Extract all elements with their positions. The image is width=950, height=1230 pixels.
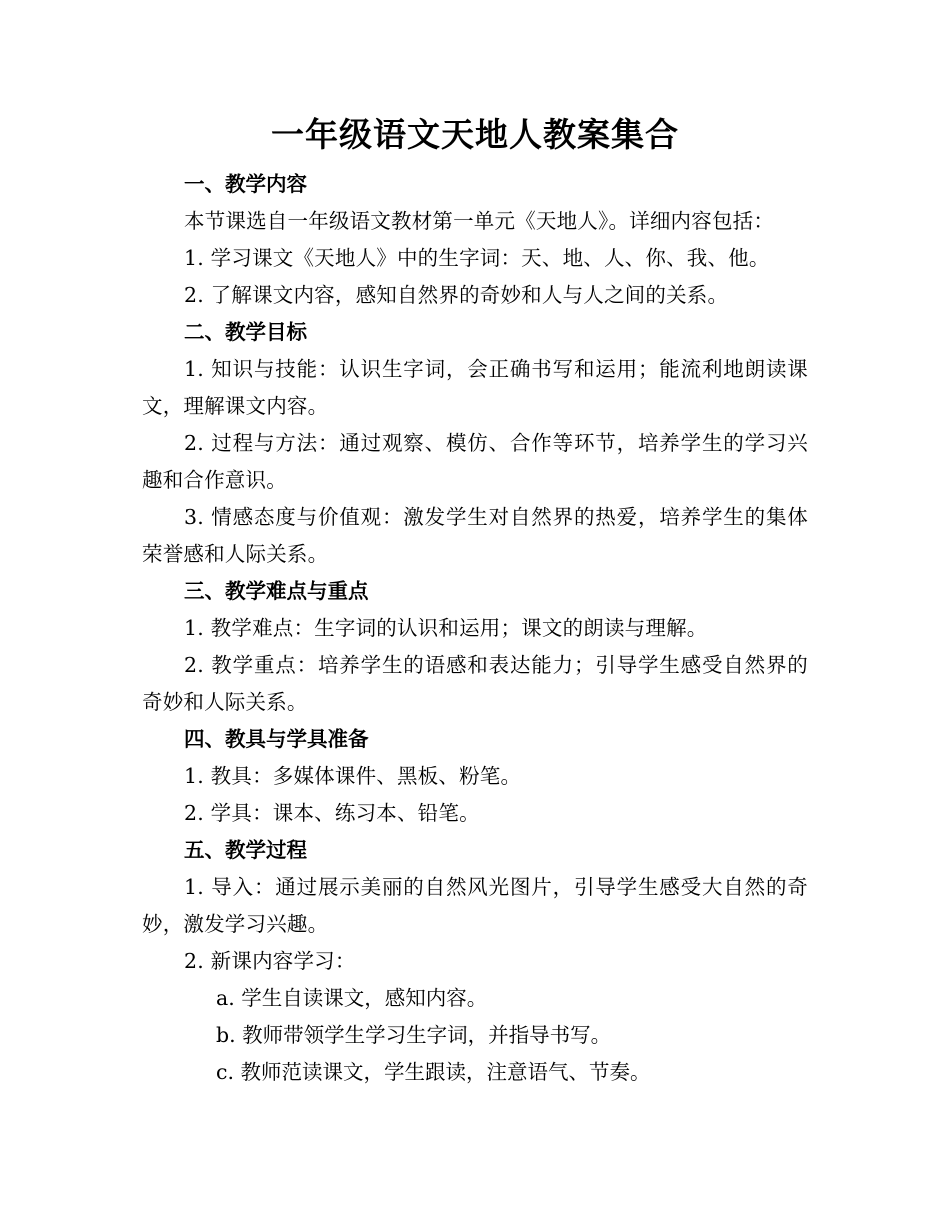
section-heading: 五、教学过程 (184, 838, 307, 862)
list-item: 2. 过程与方法：通过观察、模仿、合作等环节，培养学生的学习兴趣和合作意识。 (142, 431, 808, 492)
sub-list-item: c. 教师范读课文，学生跟读，注意语气、节奏。 (216, 1060, 651, 1084)
document-body (142, 166, 808, 1091)
list-item: 1. 教学难点：生字词的认识和运用；课文的朗读与理解。 (184, 616, 708, 640)
list-item: 2. 了解课文内容，感知自然界的奇妙和人与人之间的关系。 (184, 283, 729, 307)
sub-list-item: a. 学生自读课文，感知内容。 (216, 986, 488, 1010)
section-heading: 三、教学难点与重点 (184, 579, 369, 603)
list-item: 3. 情感态度与价值观：激发学生对自然界的热爱，培养学生的集体荣誉感和人际关系。 (142, 505, 808, 566)
document-title: 一年级语文天地人教案集合 (271, 115, 679, 154)
sub-list-item: b. 教师带领学生学习生字词，并指导书写。 (216, 1023, 612, 1047)
list-item: 2. 学具：课本、练习本、铅笔。 (184, 801, 480, 825)
paragraph: 本节课选自一年级语文教材第一单元《天地人》。详细内容包括： (184, 209, 775, 233)
list-item: 1. 学习课文《天地人》中的生字词：天、地、人、你、我、他。 (184, 246, 770, 270)
section-heading: 四、教具与学具准备 (184, 727, 369, 751)
list-item: 1. 知识与技能：认识生字词，会正确书写和运用；能流利地朗读课文，理解课文内容。 (142, 357, 808, 418)
list-item: 1. 导入：通过展示美丽的自然风光图片，引导学生感受大自然的奇妙，激发学习兴趣。 (142, 875, 808, 936)
section-heading: 二、教学目标 (184, 320, 307, 344)
list-item: 2. 新课内容学习： (184, 949, 356, 973)
list-item: 2. 教学重点：培养学生的语感和表达能力；引导学生感受自然界的奇妙和人际关系。 (142, 653, 808, 714)
list-item: 1. 教具：多媒体课件、黑板、粉笔。 (184, 764, 522, 788)
section-heading: 一、教学内容 (184, 172, 307, 196)
